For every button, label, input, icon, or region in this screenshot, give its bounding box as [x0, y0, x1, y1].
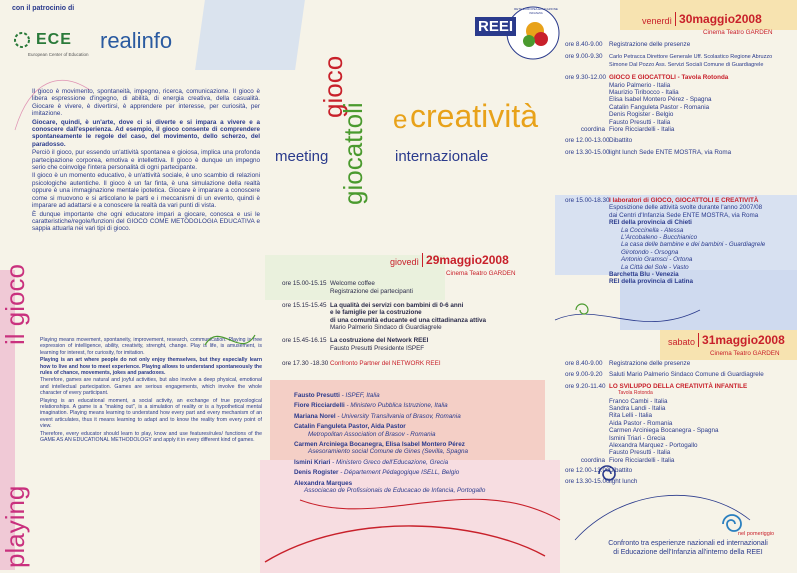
title-e: e — [393, 104, 408, 134]
title-giocattoli: giocattoli — [338, 102, 368, 205]
schedule-row: ore 8.40-9.00 Registrazione delle presenze — [565, 360, 691, 367]
sabato-venue: Cinema Teatro GARDEN — [710, 350, 780, 357]
partner-row: Associacao de Profissionais de Educacao de Infancia, Portogallo — [304, 487, 486, 495]
schedule-row: e le famiglie per la costruzione — [330, 309, 422, 317]
lab-item: La casa delle bambine e dei bambini - Guardiagrele — [621, 241, 766, 249]
red-swirl-line — [265, 526, 545, 562]
schedule-row: coordina Fiore Ricciardelli - Italia — [580, 126, 675, 134]
schedule-row: Tavola Rotonda — [618, 390, 653, 397]
intro-it-para: Il gioco è un momento educativo, è un'attività sociale, è uno scambio di relazioni psicologiche autentiche. Il gioco è un far finta, è una simulazione della realtà oppure è una immaginazione mentale ipotetica. Giocare è imparare a conoscere come si muovono e si articolano le parti e i meccanismi di un evento, quindi è imparare ad adattarsi e a conoscere la realtà da vari punti di vista. — [32, 172, 260, 210]
schedule-row: ore 9.00-9.30 Carlo Petracca Direttore Generale Uff. Scolastico Regione Abruzzo — [565, 53, 773, 61]
spiral-icon — [723, 515, 741, 531]
schedule-row: Fausto Presutti Presidente ISPEF — [330, 344, 425, 352]
schedule-row: coordina Fiore Ricciardelli - Italia — [580, 456, 675, 464]
lab-item: Barchetta Blu - Venezia — [609, 271, 679, 279]
schedule-row: ore 9.20-11.40 LO SVILUPPO DELLA CREATIVITÀ INFANTILE — [565, 382, 748, 390]
schedule-row: ore 15.15-15.45 La qualità dei servizi con bambini di 0-6 anni — [282, 301, 464, 309]
schedule-row: ore 15.45-16.15 La costruzione del Network REEI — [282, 337, 429, 345]
partner-row: Fausto Presutti - ISPEF, Italia — [294, 392, 380, 399]
giovedi-date: 29maggio2008 — [426, 253, 509, 267]
intro-it-para: Perciò il gioco, pur essendo un'attività spontanea e gioiosa, implica una profonda partecipazione corporea, emotiva e intellettiva. Il gioco è dunque un impegno serio che coinvolge l'intera personalità di ogni partecipante. — [32, 149, 260, 172]
sabato-pomeriggio: nel pomeriggio — [738, 531, 775, 537]
schedule-row: di una comunità educante ed una cittadinanza attiva — [330, 316, 487, 324]
ece-subtitle: European Center of Education — [28, 52, 89, 57]
lab-item: La Coccinella - Atessa — [621, 226, 684, 234]
partner-row: Fiore Ricciardelli - Ministero Pubblica Istruzione, Italia — [294, 402, 448, 410]
partner-row: Carmen Arciniega Bocanegra, Elisa Isabel Montero Pérez — [294, 441, 465, 449]
schedule-row: Rita Lelli - Italia — [609, 412, 653, 420]
intro-en-para: Therefore, every educator should learn to play, know and use features/rules/ functions of the GAME AS AN EDUCATIONAL METHODOLOGY and apply it in every different kind of games. — [40, 430, 262, 444]
schedule-row: Elisa Isabel Montero Pérez - Spagna — [609, 96, 712, 104]
lab-item: La Città del Sole - Vasto — [621, 263, 689, 271]
red-swirl-line-2 — [300, 499, 560, 520]
schedule-row: Maurizio Tiribocco - Italia — [609, 89, 679, 97]
schedule-row: Fausto Presutti - Italia — [609, 118, 671, 126]
schedule-row: Registrazione dei partecipanti — [330, 288, 413, 296]
realinfo-logo: realinfo — [100, 28, 173, 53]
partner-row: Denis Rogister - Département Pédagogique ISELL, Belgio — [294, 469, 460, 477]
schedule-row: Aida Pastor - Romania — [609, 419, 673, 427]
intro-it-para: Giocare, quindi, è un'arte, dove ci si diverte e si impara a vivere e a conoscere dall'esperienza. Ad esempio, il gioco consente di comprendere spontaneamente le regole del caso, del movimento, dello scherzo, del paradosso. — [32, 118, 260, 148]
intro-en-para: Therefore, games are natural and joyful activities, but also involve a deep physical, emotional and intellectual partecipation. Games are serious engagements, which involve the whole character of every participant. — [40, 377, 262, 397]
partner-row: Metropolitan Association of Brasov - Romania — [308, 430, 436, 438]
patronage-label: con il patrocinio di — [12, 5, 75, 12]
schedule-row: Fausto Presutti - Italia — [609, 449, 671, 457]
sabato-date: 31maggio2008 — [702, 333, 785, 347]
lab-item: Girotondo - Orsogna — [621, 248, 679, 256]
schedule-row: ore 13.30-15.00light lunch — [565, 477, 638, 485]
title-meeting: meeting — [275, 148, 329, 165]
blue-arc — [575, 495, 750, 540]
schedule-row: ore 17.30 -18.30 Confronto Partner del NETWORK REEI — [282, 360, 441, 368]
schedule-row: ore 15.00-15.15 Welcome coffee — [282, 280, 375, 287]
reei-ring-text: RETE EUROPEA EDUCAZIONE INFANZIA — [514, 7, 558, 15]
partner-row: Ismini Kriari - Ministero Greco dell'Educazione, Grecia — [294, 458, 449, 466]
ece-logo-text: ECE — [36, 31, 72, 48]
reei-logo-text: REEI — [475, 17, 516, 36]
lab-item: REI della provincia di Latina — [609, 278, 693, 286]
partner-row: Asesoramiento social Comune de Gines (Sevilla, Spagna — [308, 448, 468, 456]
blue-curve-right — [555, 310, 700, 322]
schedule-row: Mario Palmerio - Italia — [609, 81, 671, 89]
schedule-row: ore 8.40-9.00 Registrazione delle presenze — [565, 41, 691, 48]
title-internazionale: internazionale — [395, 148, 489, 165]
intro-en-para: Playing is an educational moment, a social activity, an exchange of true psycological relationships. A game is a "making out", is a simulation of reality or is a hypothetical mental imagination. Playing means learning to understand how every part and every mechanism of an event articulates, thus it means learning to adapt and to know the reality from every point of view. — [40, 397, 262, 430]
lab-item: dai Centri d'Infanzia Sede ENTE MOSTRA, via Roma — [609, 211, 759, 219]
lab-item: Antonio Gramsci - Ortona — [621, 256, 693, 264]
venerdi-venue: Cinema Teatro GARDEN — [703, 29, 773, 36]
spiral-icon — [599, 466, 615, 480]
vertical-playing: playing — [0, 485, 30, 568]
intro-en-para: Playing means movement, spontaneity, improvement, research, communication. Playing is free expression of intelligence, ability, creativity, strenght, change. Play is life, is amusement, is learning for interest, for curiosity, for imitation. — [40, 337, 262, 356]
schedule-row: Mario Palmerio Sindaco di Guardiagrele — [330, 324, 442, 332]
lab-item: L'Arcobaleno - Bucchianico — [621, 234, 698, 242]
giovedi-venue: Cinema Teatro GARDEN — [446, 270, 516, 277]
pink-arc — [15, 80, 90, 130]
title-gioco: gioco — [318, 55, 348, 118]
partner-row: Mariana Norel - University Transilvania of Brasov, Romania — [294, 412, 461, 420]
schedule-row: ore 15.00-18.30I laboratori di GIOCO, GIOCATTOLI E CREATIVITÀ — [565, 197, 759, 204]
confronto-line: Confronto tra esperienze nazionali ed internazionali — [608, 540, 768, 547]
venerdi-day: venerdì — [642, 16, 673, 26]
green-squiggle — [205, 335, 255, 345]
schedule-row: Alexandra Marquez - Portogallo — [609, 442, 698, 450]
schedule-row: ore 9.30-12.00 GIOCO E GIOCATTOLI - Tavola Rotonda — [565, 74, 729, 82]
title-creativita: creatività — [410, 98, 539, 134]
partner-row: Catalin Fanguleta Pastor, Aida Pastor — [294, 423, 406, 431]
intro-en-para: Playing is an art where people do not only enjoy themselves, but they especially learn how to live and how to meet experience. Playing allows to understand spontaneously the rules of chance, movements, jokes and paradoxes. — [40, 357, 262, 377]
confronto-line: di Educazione dell'Infanzia all'interno della REEI — [613, 548, 763, 556]
intro-it-para: È dunque importante che ogni educatore impari a giocare, conosca e usi le caratteristiche/regole/funzioni del GIOCO COME METODOLOGIA EDUCATIVA e sappia attuarla nei vari tipi di gioco. — [32, 210, 260, 233]
intro-it-para: Il gioco è movimento, spontaneità, impegno, ricerca, comunicazione. Il gioco è libera espressione d'ingegno, di abilità, di energia creativa, della casualità. Giocare è vivere, è divertirsi, è apprendere per interesse, per curiosità, per imitazione. — [32, 88, 260, 118]
lab-item: REI della provincia di Chieti — [609, 219, 692, 227]
giovedi-day: giovedì — [390, 257, 420, 267]
schedule-row: Sandra Landi - Italia — [609, 405, 666, 413]
schedule-row: Ismini Triari - Grecia — [609, 434, 666, 442]
sabato-day: sabato — [668, 337, 696, 347]
schedule-row: Simone Dal Pozzo Ass. Servizi Sociali Comune di Guardiagrele — [609, 61, 764, 68]
schedule-row: ore 13.30-15.00light lunch Sede ENTE MOSTRA, via Roma — [565, 148, 732, 156]
venerdi-date: 30maggio2008 — [679, 12, 762, 26]
spiral-icon — [576, 304, 588, 314]
schedule-row: ore 9.00-9.20 Saluti Mario Palmerio Sindaco Comune di Guardiagrele — [565, 371, 764, 379]
schedule-row: Carmen Arciniega Bocanegra - Spagna — [609, 427, 719, 435]
schedule-row: Franco Cambi - Italia — [609, 397, 668, 405]
vertical-il-gioco: il gioco — [0, 264, 30, 345]
schedule-row: Catalin Fanguleta Pastor - Romania — [609, 103, 710, 111]
schedule-row: ore 12.00-13.00Dibattito — [565, 137, 633, 145]
lab-item: Esposizione delle attività svolte durante l'anno 2007/08 — [609, 204, 763, 212]
partner-row: Alexandra Marques — [294, 479, 353, 487]
schedule-row: ore 12.00-13.00Dibattito — [565, 467, 633, 475]
schedule-row: Denis Rogister - Belgio — [609, 111, 674, 119]
